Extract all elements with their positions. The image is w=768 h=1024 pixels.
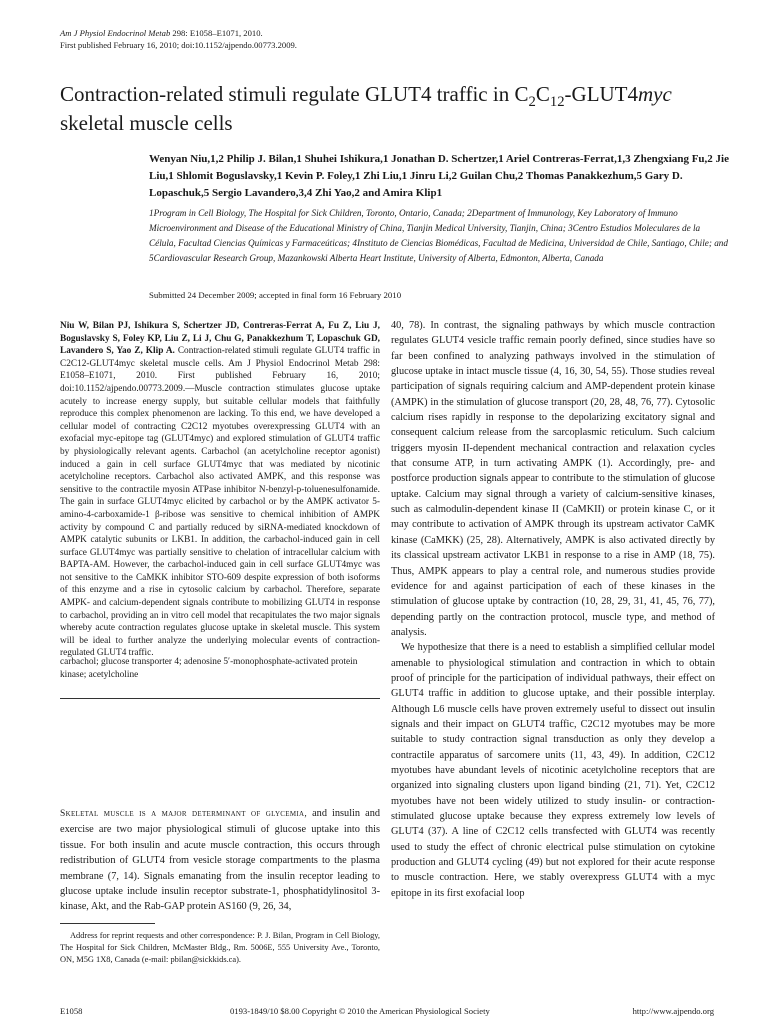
journal-ref-rest: 298: E1058–E1071, 2010. [170,28,263,38]
intro-lead: Skeletal muscle is a major determinant of glycemia, [60,809,308,819]
article-title: Contraction-related stimuli regulate GLUT4 traffic in $C_2C_{12}-GLUT4myc$ skeletal muscle cells [60,82,672,135]
section-divider [60,698,380,699]
footnote-divider [60,923,155,924]
correspondence-footnote: Address for reprint requests and other correspondence: P. J. Bilan, Program in Cell Biology, The Hospital for Sick Children, McMaster Bldg., Rm. 5006E, 555 University Ave., Toronto, ON, M5G 1X8, Canada (e-mail: pbilan@sickkids.ca). [60,931,380,964]
title-line2: skeletal muscle cells [60,111,233,135]
affiliations: 1Program in Cell Biology, The Hospital for Sick Children, Toronto, Ontario, Canada; 2Department of Immunology, Key Laboratory of Immuno Microenvironment and Disease of the Educational Ministry of China, Tianjin Medical University, Tianjin, China; 3Centro Estudios Moleculares de la Célula, Facultad Ciencias Químicas y Farmaceúticas; 4Instituto de Ciencias Biomédicas, Facultad de Medicina, Universidad de Chile, Santiago, Chile; and 5Cardiovascular Research Group, Mazankowski Alberta Heart Institute, University of Alberta, Edmonton, Alberta, Canada [149,208,728,263]
introduction [60,806,380,915]
abstract-citation: Contraction-related stimuli regulate GLUT4 traffic in C2C12-GLUT4myc skeletal muscle cells. Am J Physiol Endocrinol Metab 298: E1058–E1071, 2010. First published February 16, 2010; doi:10.1152/ajpendo.00773.2009.— [60,346,380,394]
submission-dates: Submitted 24 December 2009; accepted in final form 16 February 2010 [149,290,402,300]
journal-ref: Am J Physiol Endocrinol Metab [60,28,171,38]
page-number: E1058 [60,1006,83,1016]
abstract-citation-authors: Niu W, Bilan PJ, Ishikura S, Schertzer JD, Contreras-Ferrat A, Fu Z, Liu J, Boguslavsky S, Foley KP, Liu Z, Li J, Chu G, Panakkezhum T, Lopaschuk GD, Lavandero S, Yao Z, Klip A. [60,321,380,357]
copyright: 0193-1849/10 $8.00 Copyright © 2010 the American Physiological Society [230,1006,490,1016]
right-paragraph-1: 40, 78). In contrast, the signaling pathways by which muscle contraction regulates GLUT4 vesicle traffic remain poorly defined, since studies have so far been confined to analyzing pathways involved in the stimulation of glucose uptake in intact muscle tissue (4, 16, 30, 54, 55). Those studies reveal participation of signals requiring calcium and AMP-dependent protein kinase (AMPK) in the stimulation of glucose transport (20, 28, 48, 76, 77). Cytosolic calcium rises rapidly in response to the depolarizing excitatory signal and consequent calcium release from the sarcoplasmic reticulum. Such calcium triggers myosin II-dependent mechanical contraction and relaxation cycles that consume ATP, in turn activating AMPK (1). Accordingly, pre- and postforce production signals appear to contribute to the stimulation of glucose uptake. Calcium may signal through a variety of calcium-sensitive kinases, such as calmodulin-dependent kinase II (CaMKII) or protein kinase C, or it may contribute to activation of AMPK through its upstream activator CaMK kinase (CaMKK) (25, 28). Alternatively, AMPK is also activated directly by its classical upstream activator LKB1 in response to a rise in AMP (18, 75). Thus, AMPK appears to play a central role, and numerous studies provide evidence for and against participation of each of these kinases in the stimulation of glucose uptake by contraction (10, 28, 29, 31, 41, 45, 76, 77), depending partly on the contraction protocol, muscle type, and method of analysis. [391,320,715,638]
intro-text: and insulin and exercise are two major physiological stimuli of glucose uptake into this tissue. For both insulin and acute muscle contraction, this occurs through redistribution of GLUT4 from vesicle storage compartments to the plasma membrane (7, 14). Signals emanating from the insulin receptor leading to glucose uptake include insulin receptor substrate-1, phosphatidylinositol 3-kinase, Akt, and the Rab-GAP protein AS160 (9, 26, 34, [60,808,380,913]
keywords: carbachol; glucose transporter 4; adenosine 5′-monophosphate-activated protein kinase; acetylcholine [60,657,358,680]
abstract-body: Muscle contraction stimulates glucose uptake acutely to increase energy supply, but suitable cellular models that faithfully reproduce this complex phenomenon are lacking. To this end, we have developed a cellular model of contracting C2C12 myotubes overexpressing GLUT4 with an exofacial myc-epitope tag (GLUT4myc) and explored stimulation of GLUT4 traffic by physiologically relevant agents. Carbachol (an acetylcholine receptor agonist) induced a gain in cell surface GLUT4myc that was mediated by nicotinic acetylcholine receptors. Carbachol also activated AMPK, and this response was sensitive to the contractile myosin ATPase inhibitor N-benzyl-p-toluenesulfonamide. The gain in surface GLUT4myc elicited by carbachol or by the AMPK activator 5-amino-4-carboxamide-1 β-ribose was sensitive to chemical inhibition of AMPK activity by compound C and partially reduced by siRNA-mediated knockdown of AMPK catalytic subunits or LKB1. In addition, the carbachol-induced gain in cell surface GLUT4myc was partially sensitive to chelation of intracellular calcium with BAPTA-AM. However, the carbachol-induced gain in cell surface GLUT4myc was not sensitive to the CaMKK inhibitor STO-609 despite expression of both isoforms of this enzyme and a rise in cytosolic calcium by carbachol. Therefore, separate AMPK- and calcium-dependent signals contribute to mobilizing GLUT4 in response to carbachol, providing an in vitro cell model that recapitulates the two major signals whereby acute contraction regulates glucose uptake in skeletal muscle. This system will be ideal to further analyze the underlying molecular events of contraction-regulated GLUT4 traffic. [60,383,380,659]
author-list: Wenyan Niu,1,2 Philip J. Bilan,1 Shuhei Ishikura,1 Jonathan D. Schertzer,1 Ariel Contreras-Ferrat,1,3 Zhengxiang Fu,2 Jie Liu,1 Shlomit Boguslavsky,1 Kevin P. Foley,1 Zhi Liu,1 Jinru Li,2 Guilan Chu,2 Thomas Panakkezhum,5 Gary D. Lopaschuk,5 Sergio Lavandero,3,4 Zhi Yao,2 and Amira Klip1 [149,153,729,199]
right-column [391,318,715,901]
journal-header [60,27,297,51]
right-paragraph-2: We hypothesize that there is a need to establish a simplified cellular model amenable to physiological stimulation and contraction in which to obtain proof of principle for the participation of individual pathways, their effect on GLUT4 traffic in addition to glucose uptake, and their possible interplay. Although L6 muscle cells have proven extremely useful to dissect out insulin signals and their impact on GLUT4 traffic, C2C12 myotubes may be more suitable to study contraction signal transduction as only they develop a contractile apparatus of sarcomere units (11, 43, 49). In addition, C2C12 myotubes have abundant levels of nicotinic acetylcholine receptors that are organized into signaling clusters upon ligand binding (21, 71). Yet, C2C12 myotubes have not been widely utilized to study insulin- or contraction-stimulated glucose uptake because they express extremely low levels of GLUT4 (37). A line of C2C12 cells transfected with GLUT4 was recently used to study the effect of chronic electrical pulse stimulation on cytokine production and GLUT4 cycling (49) but not explored for their acute response to muscle contraction. Here, we stably overexpress GLUT4 with a myc epitope in its first exofacial loop [391,642,715,899]
journal-url[interactable]: http://www.ajpendo.org [632,1006,714,1016]
first-published: First published February 16, 2010; doi:10.1152/ajpendo.00773.2009. [60,40,297,50]
abstract [60,320,380,660]
